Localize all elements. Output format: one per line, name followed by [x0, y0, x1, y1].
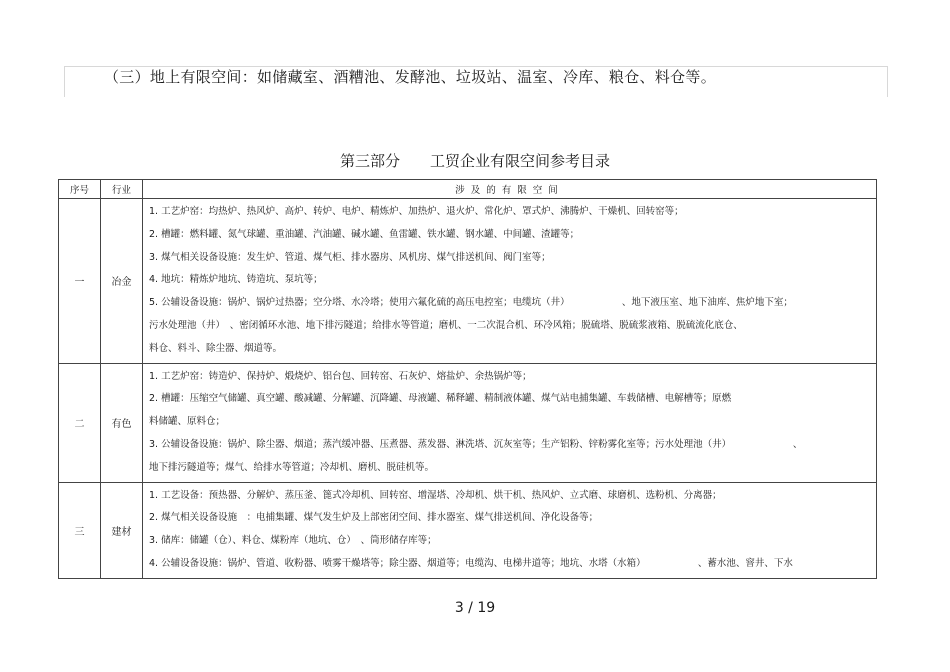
row-items [143, 363, 877, 482]
item-line: 2. 槽罐：压缩空气储罐、真空罐、酸减罐、分解罐、沉降罐、母液罐、稀释罐、精制液体罐、煤气站电捕集罐、车载储槽、电解槽等；原燃 [149, 393, 732, 405]
item-line: 3. 储库：储罐（仓）、料仓、煤粉库（地坑、仓） 、筒形储存库等； [149, 535, 437, 547]
item-line: 5. 公辅设备设施：锅炉、锅炉过热器；空分塔、水冷塔；使用六氟化硫的高压电控室；电缆坑（井） 、地下液压室、地下油库、焦炉地下室； [149, 297, 793, 309]
confined-space-table [58, 179, 877, 579]
item-line: 2. 槽罐：燃料罐、氮气球罐、重油罐、汽油罐、碱水罐、鱼雷罐、铁水罐、钢水罐、中间罐、渣罐等； [149, 228, 580, 240]
header-industry: 行业 [101, 180, 143, 199]
item-line: 4. 公辅设备设施：锅炉、管道、收粉器、喷雾干燥塔等；除尘器、烟道等；电缆沟、电梯井道等；地坑、水塔（水箱） 、蓄水池、窨井、下水 [149, 557, 793, 569]
page-number: 3 / 19 [454, 600, 496, 616]
row-industry: 冶金 [101, 199, 143, 364]
item-line: 4. 地坑：精炼炉地坑、铸造坑、泵坑等； [149, 274, 323, 286]
item-line: 1. 工艺设备：预热器、分解炉、蒸压釜、篦式冷却机、回转窑、增湿塔、冷却机、烘干机、热风炉、立式磨、球磨机、选粉机、分离器； [149, 489, 722, 501]
row-number: 三 [59, 482, 101, 578]
section-title: 第三部分 工贸企业有限空间参考目录 [339, 152, 610, 170]
row-items [143, 199, 877, 364]
row-number: 二 [59, 363, 101, 482]
item-line: 污水处理池（井） 、密闭循环水池、地下排污隧道；给排水等管道；磨机、一二次混合机、环冷风箱；脱硫塔、脱硫浆液箱、脱硫流化底仓、 [149, 319, 743, 331]
table-header-row [59, 180, 877, 199]
header-scope: 涉及的有限空间 [143, 180, 877, 199]
header-no: 序号 [59, 180, 101, 199]
item-line: 3. 煤气相关设备设施：发生炉、管道、煤气柜、排水器房、风机房、煤气排送机间、阀门室等； [149, 251, 551, 263]
item-line: 2. 煤气相关设备设施 ：电捕集罐、煤气发生炉及上部密闭空间、排水器室、煤气排送机间、净化设备等； [149, 512, 599, 524]
row-number: 一 [59, 199, 101, 364]
table-row [59, 482, 877, 578]
row-items [143, 482, 877, 578]
item-line: 料储罐、原料仓； [149, 416, 226, 428]
top-note: （三）地上有限空间：如储藏室、酒糟池、发酵池、垃圾站、温室、冷库、粮仓、料仓等。 [104, 68, 717, 86]
table-row [59, 363, 877, 482]
item-line: 1. 工艺炉窑：均热炉、热风炉、高炉、转炉、电炉、精炼炉、加热炉、退火炉、常化炉、罩式炉、沸腾炉、干燥机、回转窑等； [149, 206, 684, 217]
item-line: 地下排污隧道等；煤气、给排水等管道；冷却机、磨机、脱硅机等。 [149, 461, 435, 473]
item-line: 1. 工艺炉窑：铸造炉、保持炉、煅烧炉、铝台包、回转窑、石灰炉、熔盐炉、余热锅炉等； [149, 370, 532, 382]
row-industry: 建材 [101, 482, 143, 578]
item-line: 3. 公辅设备设施：锅炉、除尘器、烟道；蒸汽缓冲器、压煮器、蒸发器、淋洗塔、沉灰室等；生产铝粉、锌粉雾化室等；污水处理池（井） 、 [149, 438, 803, 450]
item-line: 料仓、料斗、除尘器、烟道等。 [149, 342, 283, 354]
table-row [59, 199, 877, 364]
row-industry: 有色 [101, 363, 143, 482]
